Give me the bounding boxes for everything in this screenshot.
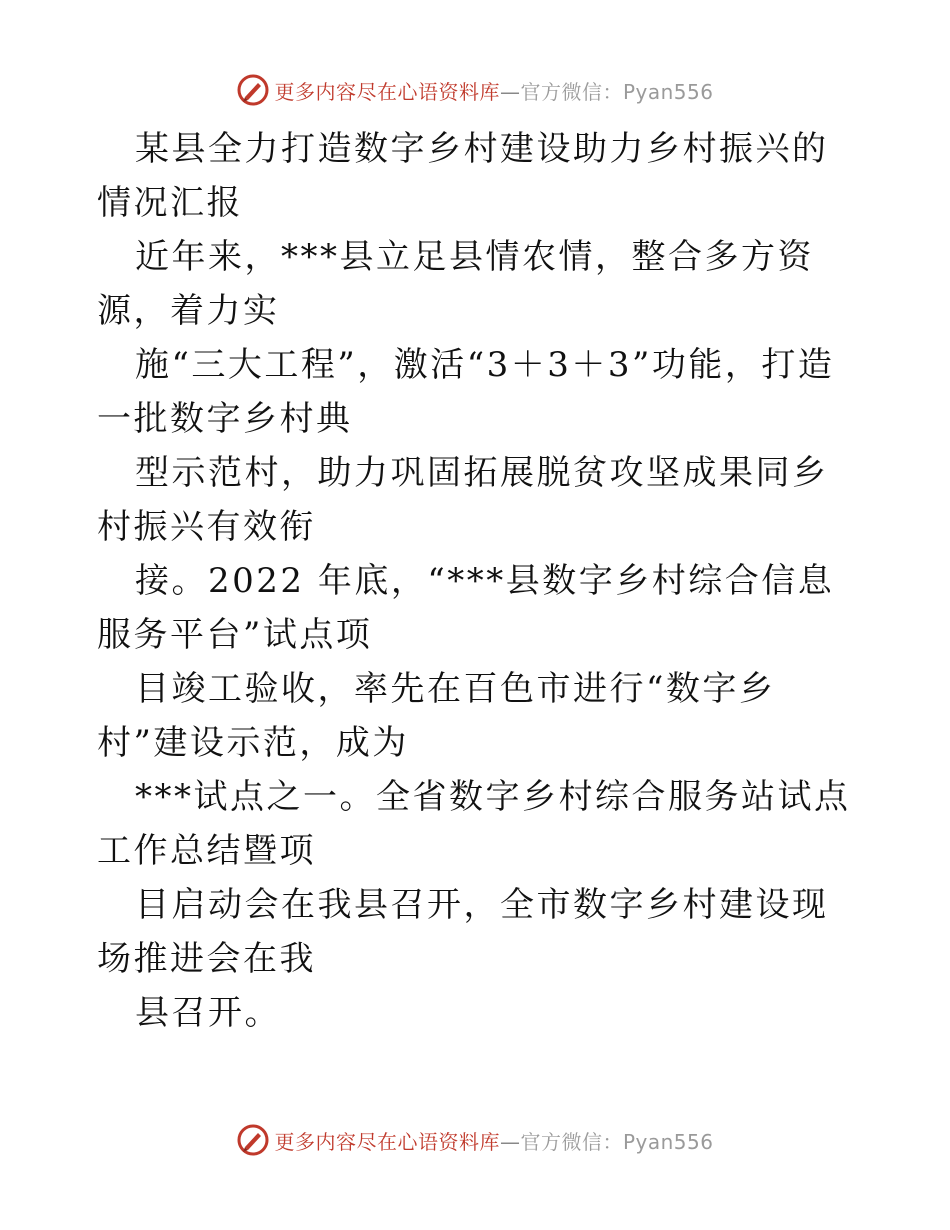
watermark-contact: 官方微信：Pyan556 <box>520 79 714 104</box>
watermark-text <box>274 76 713 105</box>
document-body <box>97 122 857 1040</box>
pen-logo-icon <box>236 1123 270 1157</box>
footer-watermark <box>0 1120 950 1160</box>
paragraph-line: 接。2022 年底，“***县数字乡村综合信息服务平台”试点项 <box>97 561 835 655</box>
watermark-dash: — <box>499 1129 521 1154</box>
watermark-text <box>274 1126 713 1155</box>
paragraph-line: 目启动会在我县召开，全市数字乡村建设现场推进会在我 <box>97 885 829 979</box>
pen-logo-icon <box>236 73 270 107</box>
paragraph-line: 型示范村，助力巩固拓展脱贫攻坚成果同乡村振兴有效衔 <box>97 453 829 547</box>
watermark-main: 更多内容尽在心语资料库 <box>274 1129 500 1154</box>
paragraph-line: 施“三大工程”，激活“3＋3＋3”功能，打造一批数字乡村典 <box>97 345 835 439</box>
header-watermark <box>0 70 950 110</box>
watermark-dash: — <box>499 79 521 104</box>
paragraph-line: 近年来，***县立足县情农情，整合多方资源，着力实 <box>97 237 814 331</box>
paragraph-line: ***试点之一。全省数字乡村综合服务站试点工作总结暨项 <box>97 777 851 871</box>
watermark-contact: 官方微信：Pyan556 <box>520 1129 714 1154</box>
paragraph-line: 目竣工验收，率先在百色市进行“数字乡村”建设示范，成为 <box>97 669 776 763</box>
paragraph-line: 县召开。 <box>135 993 281 1033</box>
document-title: 某县全力打造数字乡村建设助力乡村振兴的情况汇报 <box>97 129 829 223</box>
watermark-main: 更多内容尽在心语资料库 <box>274 79 500 104</box>
